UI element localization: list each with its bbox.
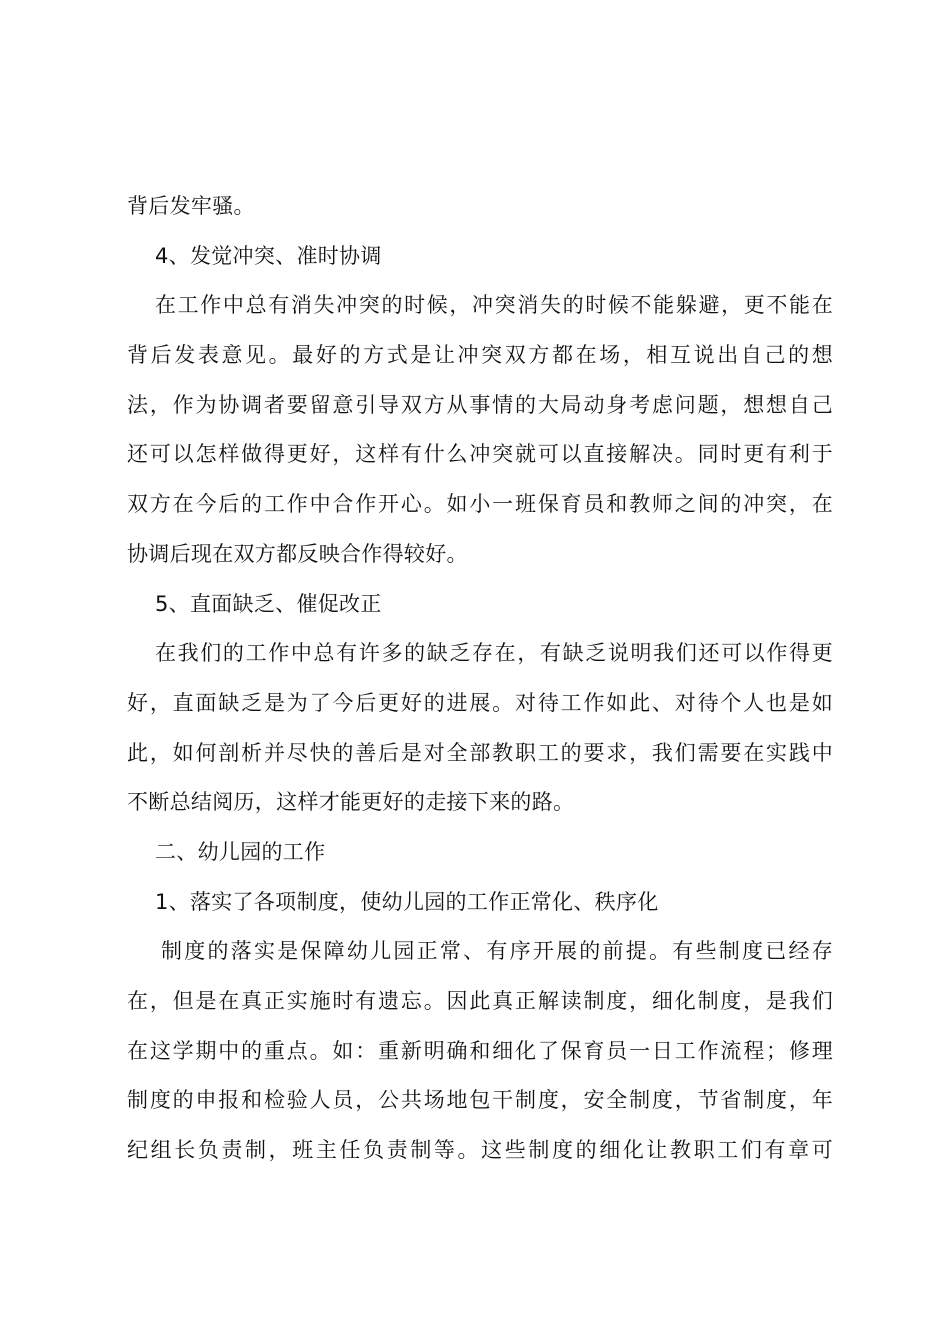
paragraph-line: 制度的落实是保障幼儿园正常、有序开展的前提。有些制度已经存 [161,939,833,963]
paragraph-line: 在我们的工作中总有许多的缺乏存在，有缺乏说明我们还可以作得更 [155,641,833,665]
paragraph-line: 协调后现在双方都反映合作得较好。 [127,542,468,566]
paragraph-line: 此，如何剖析并尽快的善后是对全部教职工的要求，我们需要在实践中 [127,741,833,765]
section-heading: 1、落实了各项制度，使幼儿园的工作正常化、秩序化 [155,890,659,914]
paragraph-line: 双方在今后的工作中合作开心。如小一班保育员和教师之间的冲突，在 [127,492,833,516]
section-heading: 二、幼儿园的工作 [155,840,326,864]
paragraph-line: 背后发表意见。最好的方式是让冲突双方都在场，相互说出自己的想 [127,343,833,367]
paragraph-line: 在，但是在真正实施时有遗忘。因此真正解读制度，细化制度，是我们 [127,989,833,1013]
paragraph-line: 不断总结阅历，这样才能更好的走接下来的路。 [127,790,575,814]
paragraph-line: 制度的申报和检验人员，公共场地包干制度，安全制度，节省制度，年 [127,1088,833,1112]
paragraph-line: 法，作为协调者要留意引导双方从事情的大局动身考虑问题，想想自己 [127,393,833,417]
paragraph-line: 在工作中总有消失冲突的时候，冲突消失的时候不能躲避，更不能在 [155,293,833,317]
paragraph-line: 还可以怎样做得更好，这样有什么冲突就可以直接解决。同时更有利于 [127,442,833,466]
section-heading: 5、直面缺乏、催促改正 [155,592,382,616]
section-heading: 4、发觉冲突、准时协调 [155,244,382,268]
paragraph-line: 纪组长负责制，班主任负责制等。这些制度的细化让教职工们有章可 [127,1138,833,1162]
paragraph-line: 在这学期中的重点。如：重新明确和细化了保育员一日工作流程；修理 [127,1039,833,1063]
paragraph-line: 好，直面缺乏是为了今后更好的进展。对待工作如此、对待个人也是如 [127,691,833,715]
paragraph-line: 背后发牢骚。 [127,194,255,218]
